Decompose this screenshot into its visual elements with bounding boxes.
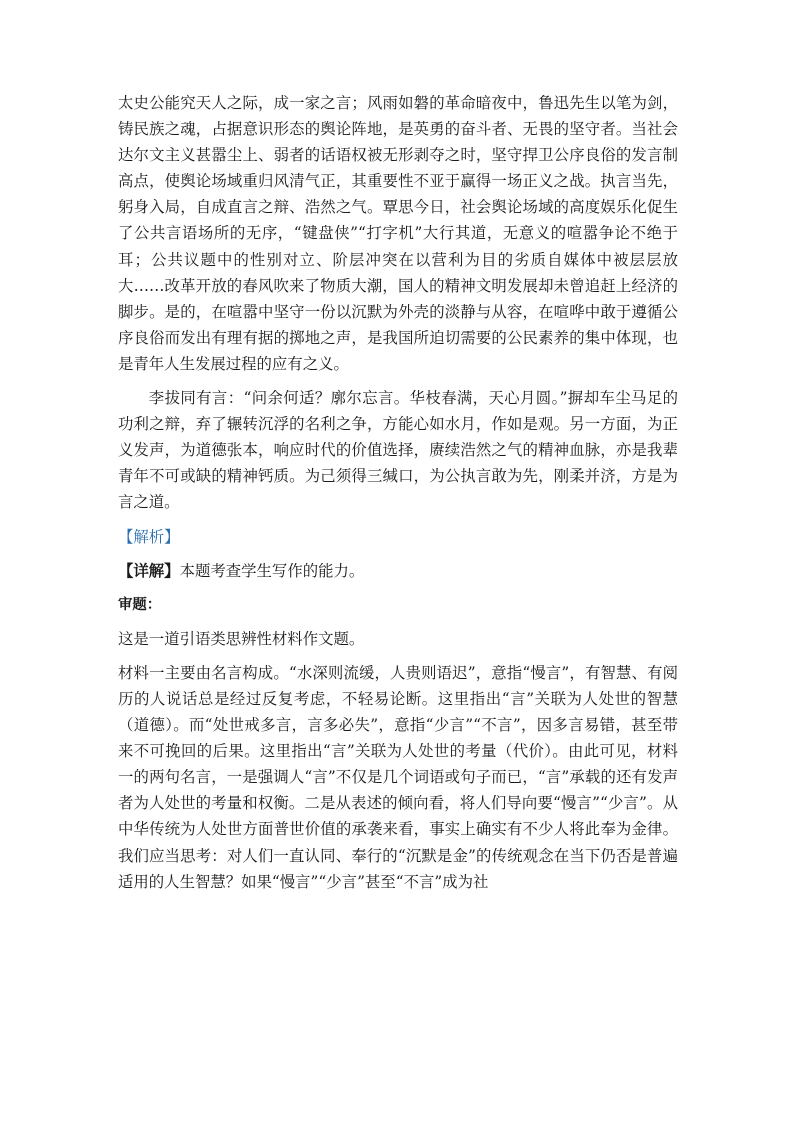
material-analysis-text: 材料一主要由名言构成。“水深则流缓，人贵则语迟”，意指“慢言”，有智慧、有阅历的人说话总是经过反复考虑，不轻易论断。这里指出“言”关联为人处世的智慧（道德）。而“处世戒多言，言多必失”，意指“少言”“不言”，因多言易错，甚至带来不可挽回的后果。这里指出“言”关联为人处世的考量（代价）。由此可见，材料一的两句名言，一是强调人“言”不仅是几个词语或句子而已，“言”承载的还有发声者为人处世的考量和权衡。二是从表述的倾向看，将人们导向要“慢言”“少言”。从中华传统为人处世方面普世价值的承袭来看，事实上确实有不少人将此奉为金律。我们应当思考：对人们一直认同、奉行的“沉默是金”的传统观念在当下仍否是普遍适用的人生智慧？如果“慢言”“少言”甚至“不言”成为社 [118, 663, 678, 891]
spacer [118, 652, 678, 660]
essay-paragraph-2: 李拔同有言：“问余何适？廓尔忘言。华枝春满，天心月圆。”摒却车尘马足的功利之辩，弃了辗转沉浮的名利之争，方能心如水月，作如是观。另一方面，为正义发声，为道德张本，响应时代的价值选择，赓续浩然之气的精神血脉，亦是我辈青年不可或缺的精神钙质。为己须得三缄口，为公执言敢为先，刚柔并济，方是为言之道。 [118, 389, 678, 512]
spacer [118, 550, 678, 558]
spacer [118, 377, 678, 385]
document-page [118, 90, 678, 895]
analysis-heading: 【解析】 [118, 527, 180, 546]
essay-paragraph-1: 太史公能究天人之际，成一家之言；风雨如磐的革命暗夜中，鲁迅先生以笔为剑，铸民族之魂，占据意识形态的舆论阵地，是英勇的奋斗者、无畏的坚守者。当社会达尔文主义甚嚣尘上、弱者的话语权被无形剥夺之时，坚守捍卫公序良俗的发言制高点，使舆论场域重归风清气正，其重要性不亚于赢得一场正义之战。执言当先，躬身入局，自成直言之辩、浩然之气。覃思今日，社会舆论场域的高度娱乐化促生了公共言语场所的无序，“键盘侠”“打字机”大行其道，无意义的喧嚣争论不绝于耳；公共议题中的性别对立、阶层冲突在以营利为目的劣质自媒体中被层层放大……改革开放的春风吹来了物质大潮，国人的精神文明发展却未曾追赶上经济的脚步。是的，在喧嚣中坚守一份以沉默为外壳的淡静与从容，在喧哗中敢于遵循公序良俗而发出有理有据的掷地之声，是我国所迫切需要的公民素养的集中体现，也是青年人生发展过程的应有之义。 [118, 94, 678, 373]
question-type-text: 这是一道引语类思辨性材料作文题。 [118, 629, 365, 648]
detail-text: 本题考查学生写作的能力。 [179, 561, 365, 580]
review-label: 审题： [118, 595, 162, 613]
detail-line [118, 558, 678, 584]
spacer [118, 584, 678, 592]
spacer [118, 618, 678, 626]
spacer [118, 516, 678, 524]
detail-label: 【详解】 [118, 561, 180, 580]
